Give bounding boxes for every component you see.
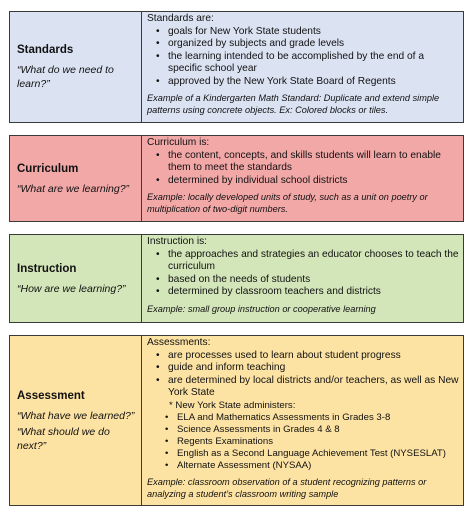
standards-question: “What do we need to learn?” <box>17 64 114 90</box>
assessment-question-1: “What have we learned?” <box>17 409 135 422</box>
instruction-question: “How are we learning?” <box>17 282 126 295</box>
assessment-item: • guide and inform teaching <box>168 362 459 375</box>
assessment-sub-item: • English as a Second Language Achievement Test (NYSESLAT) <box>177 448 459 460</box>
assessment-sub-intro: * New York State administers: <box>169 399 296 411</box>
standards-heading: Standards <box>17 44 74 56</box>
curriculum-content-cell <box>142 136 463 221</box>
instruction-item: • the approaches and strategies an educator chooses to teach the curriculum <box>168 249 459 274</box>
assessment-sub-item: • Alternate Assessment (NYSAA) <box>177 460 459 472</box>
standards-item: • approved by the New York State Board of Regents <box>168 76 459 89</box>
instruction-block <box>9 234 464 323</box>
assessment-example: Example: classroom observation of a student recognizing patterns or analyzing a student’s classroom writing sample <box>147 476 427 499</box>
assessment-block <box>9 335 464 506</box>
assessment-intro: Assessments: <box>147 337 211 348</box>
curriculum-block <box>9 135 464 222</box>
curriculum-question: “What are we learning?” <box>17 182 130 195</box>
instruction-example: Example: small group instruction or cooperative learning <box>147 303 376 314</box>
assessment-sub-item: • ELA and Mathematics Assessments in Grades 3-8 <box>177 412 459 424</box>
curriculum-item: • the content, concepts, and skills students will learn to enable them to meet the standards <box>168 150 459 175</box>
curriculum-intro: Curriculum is: <box>147 137 210 148</box>
assessment-item: • are processes used to learn about student progress <box>168 350 459 363</box>
standards-item: • organized by subjects and grade levels <box>168 38 459 51</box>
standards-intro: Standards are: <box>147 13 214 24</box>
instruction-item: • determined by classroom teachers and districts <box>168 286 459 299</box>
assessment-item: • are determined by local districts and/or teachers, as well as New York State <box>168 375 459 400</box>
instruction-label-cell <box>10 235 142 322</box>
instruction-content-cell <box>142 235 463 322</box>
curriculum-list <box>147 150 459 188</box>
assessment-list <box>147 350 459 400</box>
standards-item: • the learning intended to be accomplished by the end of a specific school year <box>168 51 459 76</box>
standards-content-cell <box>142 12 463 122</box>
assessment-sub-item: • Science Assessments in Grades 4 & 8 <box>177 424 459 436</box>
standards-example: Example of a Kindergarten Math Standard: Duplicate and extend simple patterns using concrete objects. Ex: Colored blocks or tiles. <box>147 93 440 115</box>
curriculum-label-cell <box>10 136 142 221</box>
assessment-content-cell <box>142 336 463 505</box>
assessment-label-cell <box>10 336 142 505</box>
assessment-sub-list <box>147 412 459 472</box>
assessment-sub-item: • Regents Examinations <box>177 436 459 448</box>
instruction-heading: Instruction <box>17 262 77 275</box>
standards-item: • goals for New York State students <box>168 26 459 39</box>
curriculum-item: • determined by individual school districts <box>168 175 459 188</box>
standards-label-cell <box>10 12 142 122</box>
assessment-heading: Assessment <box>17 389 85 402</box>
instruction-item: • based on the needs of students <box>168 274 459 287</box>
instruction-intro: Instruction is: <box>147 236 208 247</box>
curriculum-example: Example: locally developed units of study, such as a unit on poetry or multiplication of two-digit numbers. <box>147 192 428 214</box>
standards-block <box>9 11 464 123</box>
instruction-list <box>147 249 459 299</box>
curriculum-heading: Curriculum <box>17 162 79 175</box>
standards-list <box>147 26 459 89</box>
assessment-question-2: “What should we do next?” <box>17 425 110 452</box>
